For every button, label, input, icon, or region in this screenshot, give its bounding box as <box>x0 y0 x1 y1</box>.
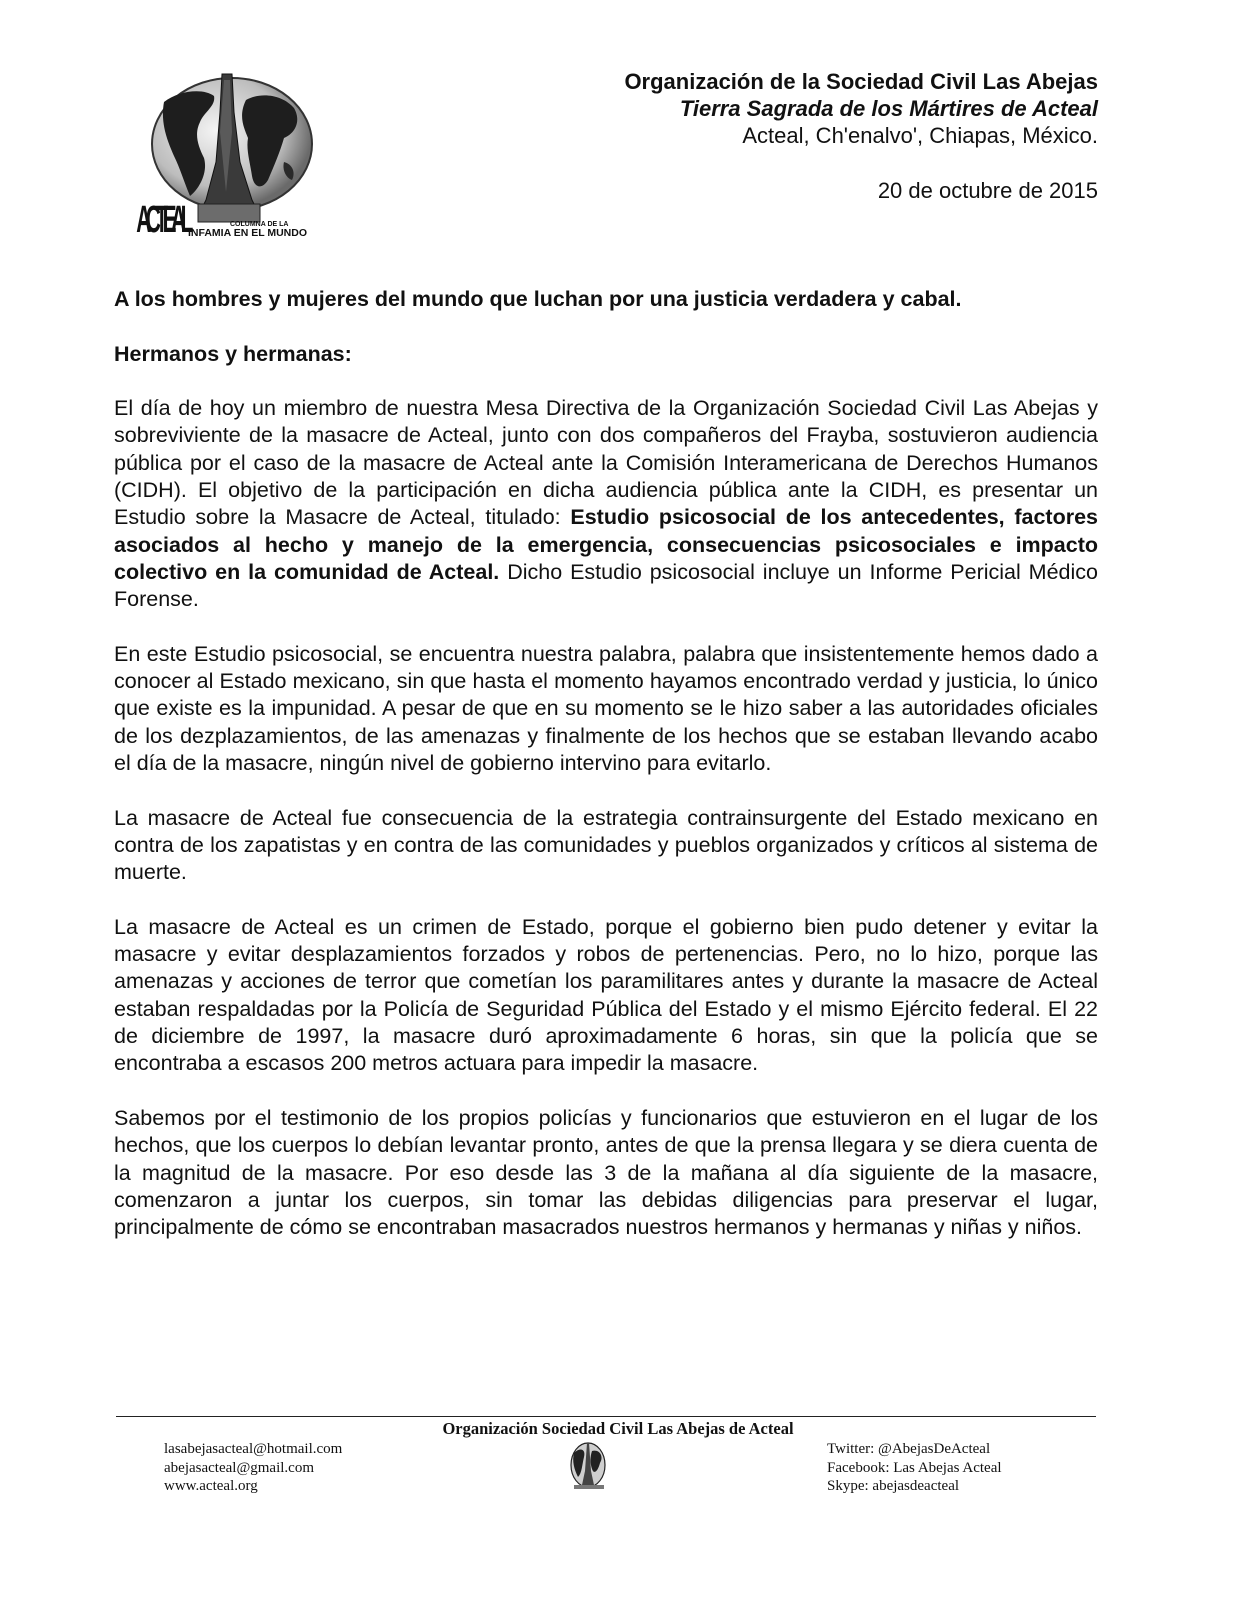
letter-addressee: A los hombres y mujeres del mundo que luchan por una justicia verdadera y cabal. <box>114 287 962 311</box>
footer-contact-left <box>164 1440 342 1496</box>
paragraph-3: La masacre de Acteal fue consecuencia de la estrategia contrainsurgente del Estado mexicano en contra de los zapatistas y en contra de las comunidades y pueblos organizados y críticos al sistema de muerte. <box>114 805 1098 885</box>
organization-name: Organización de la Sociedad Civil Las Abejas <box>624 69 1098 94</box>
footer-divider <box>116 1416 1096 1417</box>
footer-email-hotmail[interactable]: lasabejasacteal@hotmail.com <box>164 1441 343 1457</box>
paragraph-1-tail: Dicho Estudio psicosocial incluye un Informe Pericial Médico Forense. <box>114 559 1098 612</box>
paragraph-4: La masacre de Acteal es un crimen de Estado, porque el gobierno bien pudo detener y evitar la masacre y evitar desplazamientos forzados y robos de pertenencias. Pero, no lo hizo, porque las amenazas y acciones de terror que cometían los paramilitares antes y durante la masacre de Acteal estaban respaldadas por la Policía de Seguridad Pública del Estado y el mismo Ejército federal. El 22 de diciembre de 1997, la masacre duró aproximadamente 6 horas, sin que la policía que se encontraba a escasos 200 metros actuara para impedir la masacre. <box>114 914 1098 1076</box>
letterhead <box>624 68 1098 204</box>
footer-twitter[interactable]: Twitter: @AbejasDeActeal <box>827 1441 991 1457</box>
footer-website[interactable]: www.acteal.org <box>164 1478 258 1494</box>
paragraph-1 <box>114 395 1098 613</box>
paragraph-5: Sabemos por el testimonio de los propios policías y funcionarios que estuvieron en el lugar de los hechos, que los cuerpos lo debían levantar pronto, antes de que la prensa llegara y se diera cuenta de la magnitud de la masacre. Por eso desde las 3 de la mañana al día siguiente de la masacre, comenzaron a juntar los cuerpos, sin tomar las debidas diligencias para preservar el lugar, principalmente de cómo se encontraban masacrados nuestros hermanos y hermanas y niñas y niños. <box>114 1105 1098 1240</box>
svg-text:ACTEAL: ACTEAL <box>136 198 194 240</box>
footer-facebook[interactable]: Facebook: Las Abejas Acteal <box>827 1459 1002 1476</box>
svg-text:COLUMNA DE LA: COLUMNA DE LA <box>230 221 289 228</box>
acteal-logo <box>134 72 314 240</box>
study-title: Estudio psicosocial de los antecedentes, factores asociados al hecho y manejo de la emergencia, consecuencias psicosociales e impacto colectivo en la comunidad de Acteal. <box>114 505 1099 584</box>
paragraph-2: En este Estudio psicosocial, se encuentra nuestra palabra, palabra que insistentemente hemos dado a conocer al Estado mexicano, sin que hasta el momento hayamos encontrado verdad y justicia, lo único que existe es la impunidad. A pesar de que en su momento se le hizo saber a las autoridades oficiales de los dezplazamientos, de las amenazas y finalmente de los hechos que se estaban llevando acabo el día de la masacre, ningún nivel de gobierno intervino para evitarlo. <box>114 641 1098 776</box>
letter-date: 20 de octubre de 2015 <box>877 178 1098 203</box>
letter-body <box>114 286 1098 1269</box>
footer-contact-right <box>827 1440 1002 1496</box>
footer-title: Organización Sociedad Civil Las Abejas de Acteal <box>442 1419 794 1438</box>
organization-subtitle: Tierra Sagrada de los Mártires de Acteal <box>679 96 1098 121</box>
globe-monument-icon <box>560 1441 616 1491</box>
footer-logo <box>560 1441 616 1491</box>
footer-email-gmail[interactable]: abejasacteal@gmail.com <box>164 1459 314 1476</box>
footer-skype[interactable]: Skype: abejasdeacteal <box>827 1478 960 1494</box>
globe-monument-icon <box>134 72 314 240</box>
organization-location: Acteal, Ch'enalvo', Chiapas, México. <box>742 123 1098 148</box>
svg-text:INFAMIA EN EL MUNDO: INFAMIA EN EL MUNDO <box>188 227 308 239</box>
letter-greeting: Hermanos y hermanas: <box>114 341 352 366</box>
paragraph-1-text: El día de hoy un miembro de nuestra Mesa Directiva de la Organización Sociedad Civil Las Abejas y sobreviviente de la masacre de Acteal, junto con dos compañeros del Frayba, sostuvieron audiencia pública por el caso de la masacre de Acteal ante la Comisión Interamericana de Derechos Humanos (CIDH). El objetivo de la participación en dicha audiencia pública ante la CIDH, es presentar un Estudio sobre la Masacre de Acteal, titulado: <box>114 396 1098 530</box>
